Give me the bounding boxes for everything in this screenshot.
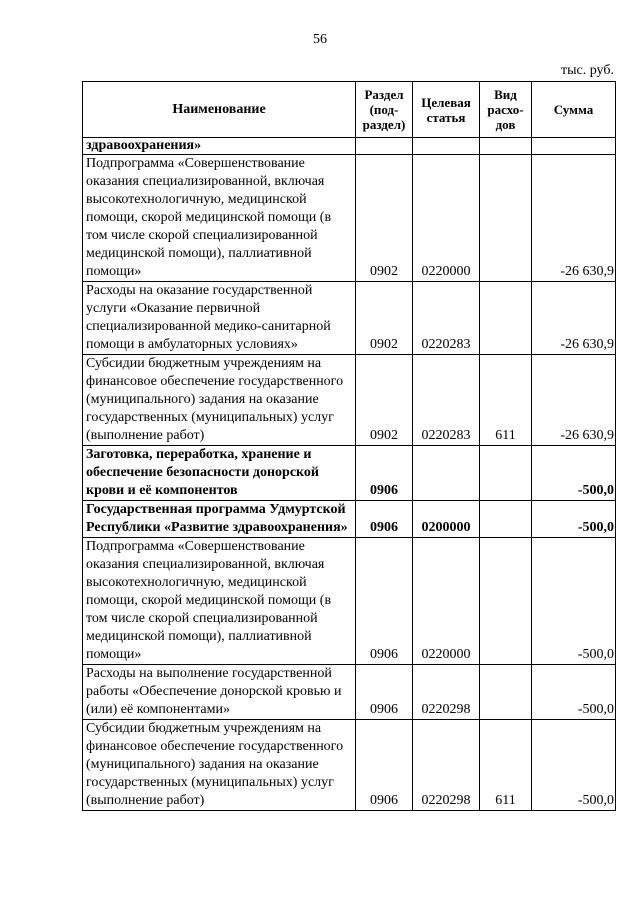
header-article: Целевая статья	[413, 82, 480, 138]
table-row	[83, 155, 616, 282]
cell-kind: 611	[480, 355, 532, 446]
header-sum: Сумма	[532, 82, 616, 138]
header-kind: Вид расхо-дов	[480, 82, 532, 138]
cell-kind	[480, 501, 532, 538]
cell-name: Заготовка, переработка, хранение и обеспечение безопасности донорской крови и её компонентов	[83, 446, 356, 501]
cell-kind	[480, 538, 532, 665]
header-section: Раздел (под-раздел)	[356, 82, 413, 138]
cell-article: 0220283	[413, 355, 480, 446]
cell-name: Государственная программа Удмуртской Республики «Развитие здравоохранения»	[83, 501, 356, 538]
cell-article: 0220298	[413, 720, 480, 811]
cell-name: Субсидии бюджетным учреждениям на финансовое обеспечение государственного (муниципального) задания на оказание государственных (муниципальных) услуг (выполнение работ)	[83, 720, 356, 811]
table-row	[83, 720, 616, 811]
cell-section: 0906	[356, 501, 413, 538]
cell-sum: -500,0	[532, 501, 616, 538]
cell-section: 0902	[356, 155, 413, 282]
budget-table	[82, 81, 616, 811]
cell-sum: -500,0	[532, 665, 616, 720]
cell-kind: 611	[480, 720, 532, 811]
cell-name: Расходы на оказание государственной услуги «Оказание первичной специализированной медико-санитарной помощи в амбулаторных условиях»	[83, 282, 356, 355]
cell-sum: -500,0	[532, 446, 616, 501]
cell-sum: -500,0	[532, 720, 616, 811]
cell-sum: -26 630,9	[532, 355, 616, 446]
cell-kind	[480, 138, 532, 155]
cell-name: Подпрограмма «Совершенствование оказания специализированной, включая высокотехнологичную, медицинской помощи, скорой медицинской помощи (в том числе скорой специализированной медицинской помощи), паллиативной помощи»	[83, 155, 356, 282]
cell-article: 0220283	[413, 282, 480, 355]
cell-name: здравоохранения»	[83, 138, 356, 155]
cell-article: 0220298	[413, 665, 480, 720]
cell-kind	[480, 665, 532, 720]
cell-sum: -26 630,9	[532, 282, 616, 355]
cell-article	[413, 138, 480, 155]
cell-article	[413, 446, 480, 501]
cell-section	[356, 138, 413, 155]
cell-name: Субсидии бюджетным учреждениям на финансовое обеспечение государственного (муниципального) задания на оказание государственных (муниципальных) услуг (выполнение работ)	[83, 355, 356, 446]
cell-sum: -26 630,9	[532, 155, 616, 282]
cell-article: 0220000	[413, 155, 480, 282]
table-row	[83, 446, 616, 501]
cell-article: 0220000	[413, 538, 480, 665]
table-row	[83, 665, 616, 720]
cell-section: 0906	[356, 538, 413, 665]
page-number: 56	[313, 32, 327, 47]
cell-section: 0906	[356, 446, 413, 501]
cell-section: 0906	[356, 720, 413, 811]
cell-sum	[532, 138, 616, 155]
cell-kind	[480, 446, 532, 501]
table-row	[83, 138, 616, 155]
units-label: тыс. руб.	[561, 63, 614, 78]
cell-sum: -500,0	[532, 538, 616, 665]
cell-kind	[480, 282, 532, 355]
cell-section: 0902	[356, 282, 413, 355]
cell-name: Расходы на выполнение государственной работы «Обеспечение донорской кровью и (или) её компонентами»	[83, 665, 356, 720]
cell-kind	[480, 155, 532, 282]
table-header-row	[83, 82, 616, 138]
cell-article: 0200000	[413, 501, 480, 538]
cell-section: 0902	[356, 355, 413, 446]
cell-name: Подпрограмма «Совершенствование оказания специализированной, включая высокотехнологичную, медицинской помощи, скорой медицинской помощи (в том числе скорой специализированной медицинской помощи), паллиативной помощи»	[83, 538, 356, 665]
table-row	[83, 355, 616, 446]
cell-section: 0906	[356, 665, 413, 720]
table-row	[83, 538, 616, 665]
table-row	[83, 501, 616, 538]
table-row	[83, 282, 616, 355]
header-name: Наименование	[83, 82, 356, 138]
